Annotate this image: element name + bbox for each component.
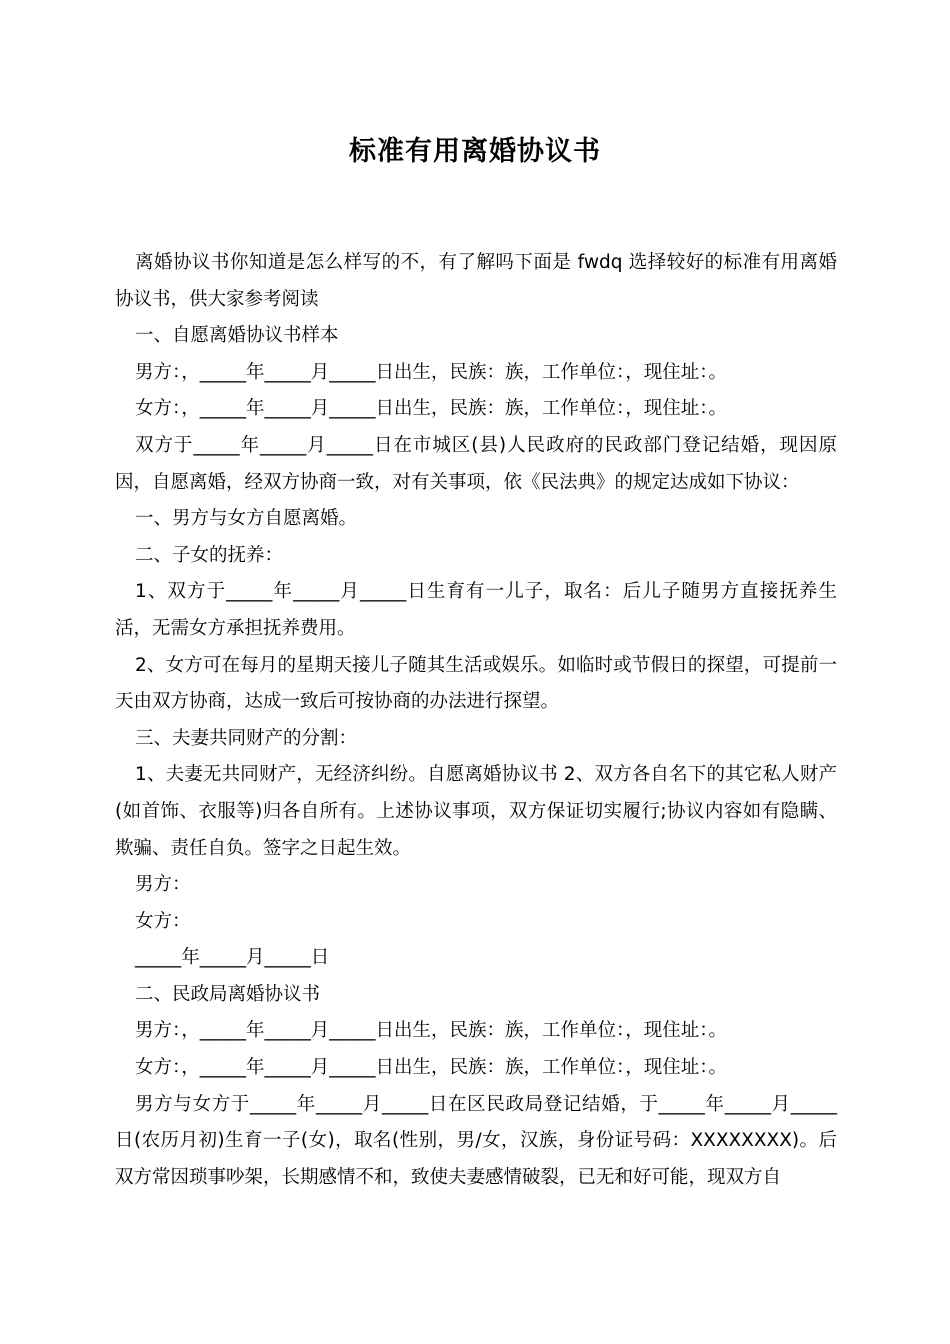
signature-date: _____年_____月_____日 <box>135 947 330 969</box>
female-party-line-2: 女方：，_____年_____月_____日出生，民族：族，工作单位：，现住址：。 <box>135 1057 728 1079</box>
section-heading: 一、自愿离婚协议书样本 <box>135 325 339 347</box>
clause-children-2: 2、女方可在每月的星期天接儿子随其生活或娱乐。如临时或节假日的探望，可提前一天由双方协商，达成一致后可按协商的办法进行探望。 <box>115 654 837 713</box>
signature-female: 女方： <box>135 910 191 932</box>
document-body <box>115 245 837 1196</box>
clause-heading-property: 三、夫妻共同财产的分割： <box>135 727 358 749</box>
document-title: 标准有用离婚协议书 <box>349 136 601 167</box>
clause-divorce: 一、男方与女方自愿离婚。 <box>135 508 358 530</box>
male-party-line-2: 男方：，_____年_____月_____日出生，民族：族，工作单位：，现住址：。 <box>135 1020 728 1042</box>
male-party-line: 男方：，_____年_____月_____日出生，民族：族，工作单位：，现住址：。 <box>135 361 728 383</box>
clause-children-1: 1、双方于_____年_____月_____日生育有一儿子，取名：后儿子随男方直接抚养生活，无需女方承担抚养费用。 <box>115 581 837 639</box>
clause-property-1: 1、夫妻无共同财产，无经济纠纷。自愿离婚协议书 2、双方各自名下的其它私人财产(如首饰、衣服等)归各自所有。上述协议事项，双方保证切实履行;协议内容如有隐瞒、欺骗、责任自负。签字之日起生效。 <box>115 764 837 859</box>
marriage-registration-paragraph: 双方于_____年_____月_____日在市城区(县)人民政府的民政部门登记结婚，现因原因，自愿离婚，经双方协商一致，对有关事项，依《民法典》的规定达成如下协议： <box>115 434 837 493</box>
section-heading-2: 二、民政局离婚协议书 <box>135 983 321 1005</box>
intro-paragraph: 离婚协议书你知道是怎么样写的不，有了解吗下面是 fwdq 选择较好的标准有用离婚协议书，供大家参考阅读 <box>115 252 837 310</box>
marriage-history-paragraph: 男方与女方于_____年_____月_____日在区民政局登记结婚，于_____年_____月_____日(农历月初)生育一子(女)，取名(性别，男/女，汉族，身份证号码：XXXXXXXX)。后双方常因琐事吵架，长期感情不和，致使夫妻感情破裂，已无和好可能，现双方自 <box>115 1093 837 1188</box>
signature-male: 男方： <box>135 874 191 896</box>
female-party-line: 女方：，_____年_____月_____日出生，民族：族，工作单位：，现住址：。 <box>135 398 728 420</box>
clause-heading-children: 二、子女的抚养： <box>135 544 284 566</box>
